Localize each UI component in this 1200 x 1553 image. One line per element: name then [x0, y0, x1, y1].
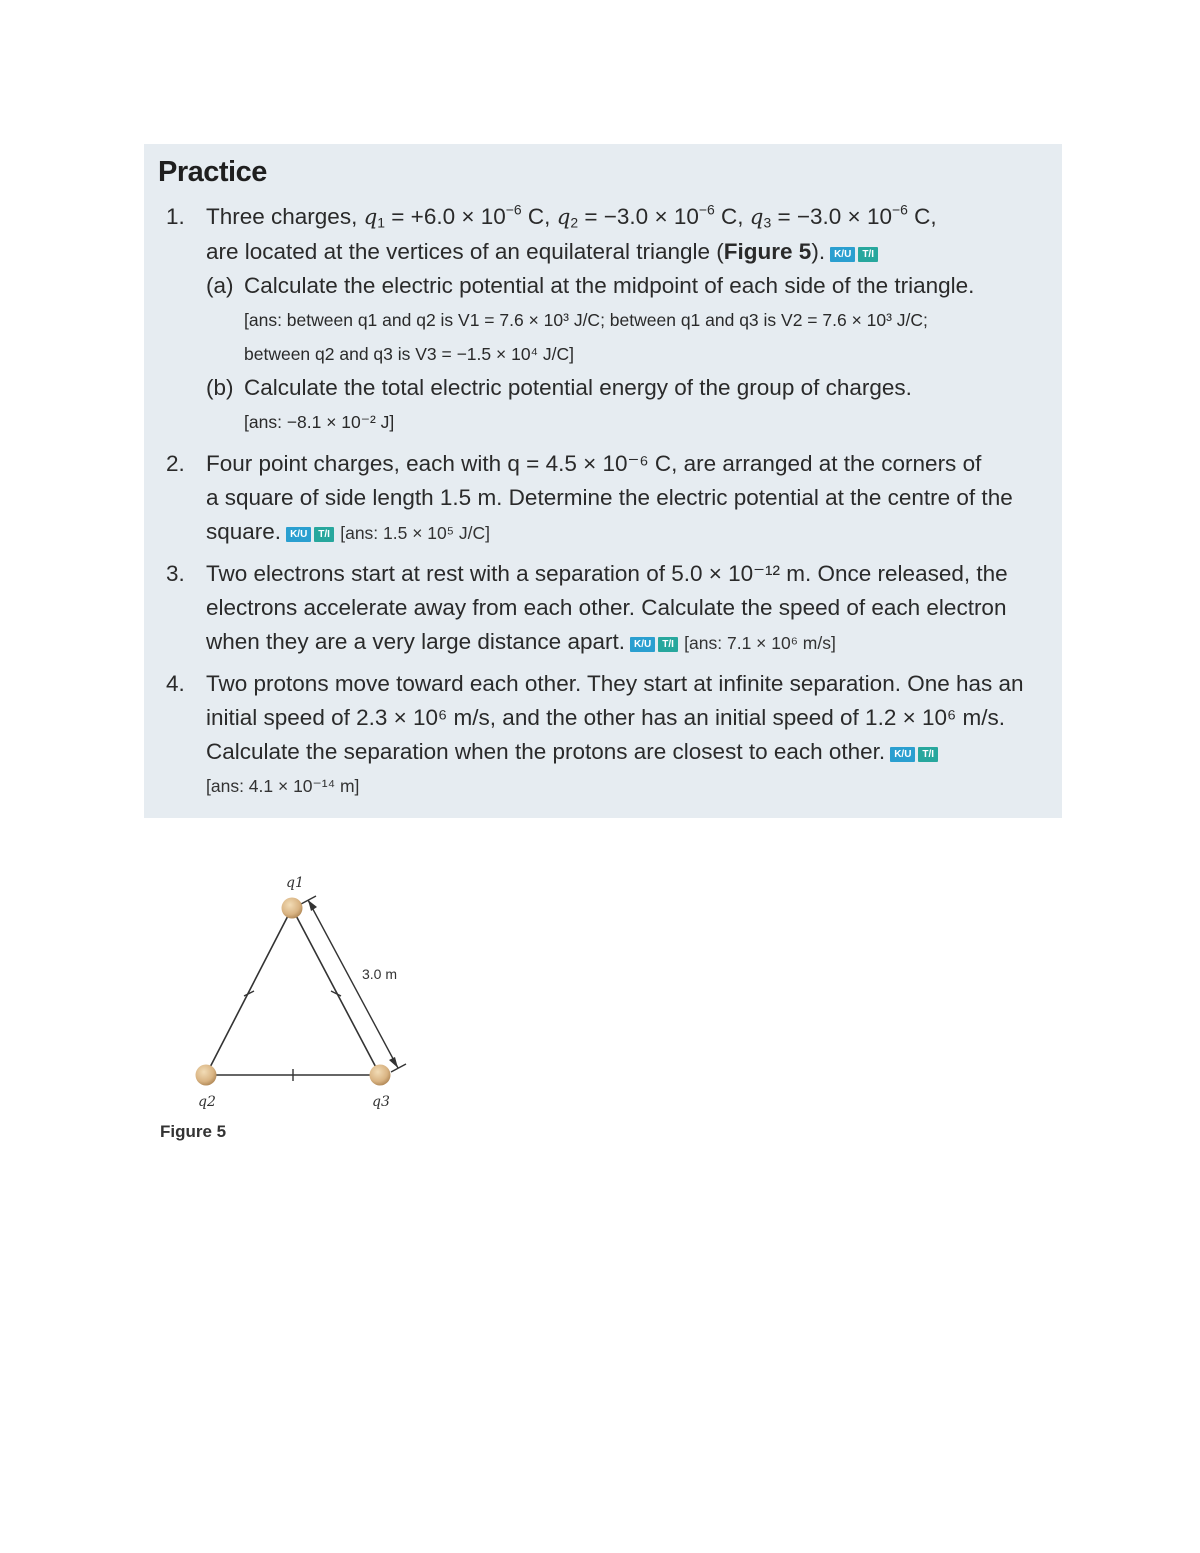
- label-q1: q1: [286, 875, 304, 891]
- dimension-line: [308, 900, 398, 1068]
- ti-badge: T/I: [658, 637, 678, 652]
- charge-q3: [370, 1065, 391, 1086]
- triangle-side: [206, 908, 292, 1075]
- dimension-arrow: [389, 1057, 398, 1068]
- question-body: Two electrons start at rest with a separation of 5.0 × 10⁻¹² m. Once released, the electrons accelerate away from each other. Calculate the speed of each electron when they are a very large distance apart. K/U T/I [ans: 7.1 × 10⁶ m/s]: [206, 561, 1008, 654]
- question-number: 4.: [166, 671, 185, 696]
- ku-badge: K/U: [630, 637, 655, 652]
- q1-part-b: (b) Calculate the total electric potential energy of the group of charges.: [206, 375, 912, 400]
- answer: [ans: 7.1 × 10⁶ m/s]: [684, 633, 836, 653]
- question-number: 2.: [166, 451, 185, 476]
- section-title: Practice: [158, 156, 267, 188]
- ti-badge: T/I: [314, 527, 334, 542]
- question-number: 3.: [166, 561, 185, 586]
- side-length-label: 3.0 m: [362, 966, 398, 982]
- question-number: 1.: [166, 204, 185, 229]
- ku-badge: K/U: [830, 247, 855, 262]
- figure-caption: Figure 5: [160, 1122, 227, 1141]
- ku-badge: K/U: [890, 747, 915, 762]
- dimension-endcap: [301, 896, 316, 904]
- dimension-arrow: [308, 900, 317, 911]
- answer: [ans: 4.1 × 10⁻¹⁴ m]: [206, 776, 360, 796]
- q1-part-a: (a) Calculate the electric potential at the midpoint of each side of the triangle.: [206, 273, 975, 298]
- label-q2: q2: [198, 1094, 216, 1110]
- question-body: Four point charges, each with q = 4.5 × 10⁻⁶ C, are arranged at the corners of a square of side length 1.5 m. Determine the electric potential at the centre of the square. K/U T/I [ans: 1.5 × 10⁵ J/C]: [206, 451, 1013, 544]
- charge-q1: [282, 898, 303, 919]
- ti-badge: T/I: [858, 247, 878, 262]
- question-body: Two protons move toward each other. They start at infinite separation. One has an initial speed of 2.3 × 10⁶ m/s, and the other has an initial speed of 1.2 × 10⁶ m/s. Calculate the separation when the protons are closest to each other. K/U T/I [ans: 4.1 × 10⁻¹⁴ m]: [206, 667, 1056, 803]
- answer: between q2 and q3 is V3 = −1.5 × 10⁴ J/C]: [244, 344, 575, 364]
- answer: [ans: between q1 and q2 is V1 = 7.6 × 10³ J/C; between q1 and q3 is V2 = 7.6 × 10³ J/C;: [244, 310, 928, 330]
- figure-reference[interactable]: Figure 5: [723, 239, 812, 264]
- practice-box: [144, 144, 1062, 818]
- q1-line1: Three charges, $q_1 = +6.0 \times 10^{-6}$ C, $q_2 = -3.0 \times 10^{-6}$ C, $q_3 = -3.0 \times 10^{-6}$ C,: [206, 201, 937, 231]
- answer: [ans: −8.1 × 10⁻² J]: [244, 412, 395, 432]
- triangle-figure: [150, 860, 430, 1120]
- answer: [ans: 1.5 × 10⁵ J/C]: [340, 523, 491, 543]
- q1-line2: are located at the vertices of an equilateral triangle (Figure 5). K/U T/I: [206, 235, 1056, 269]
- ku-badge: K/U: [286, 527, 311, 542]
- charge-q2: [196, 1065, 217, 1086]
- question-body: [206, 200, 1056, 439]
- dimension-endcap: [391, 1064, 406, 1072]
- ti-badge: T/I: [918, 747, 938, 762]
- label-q3: q3: [372, 1094, 390, 1110]
- triangle-side: [292, 908, 380, 1075]
